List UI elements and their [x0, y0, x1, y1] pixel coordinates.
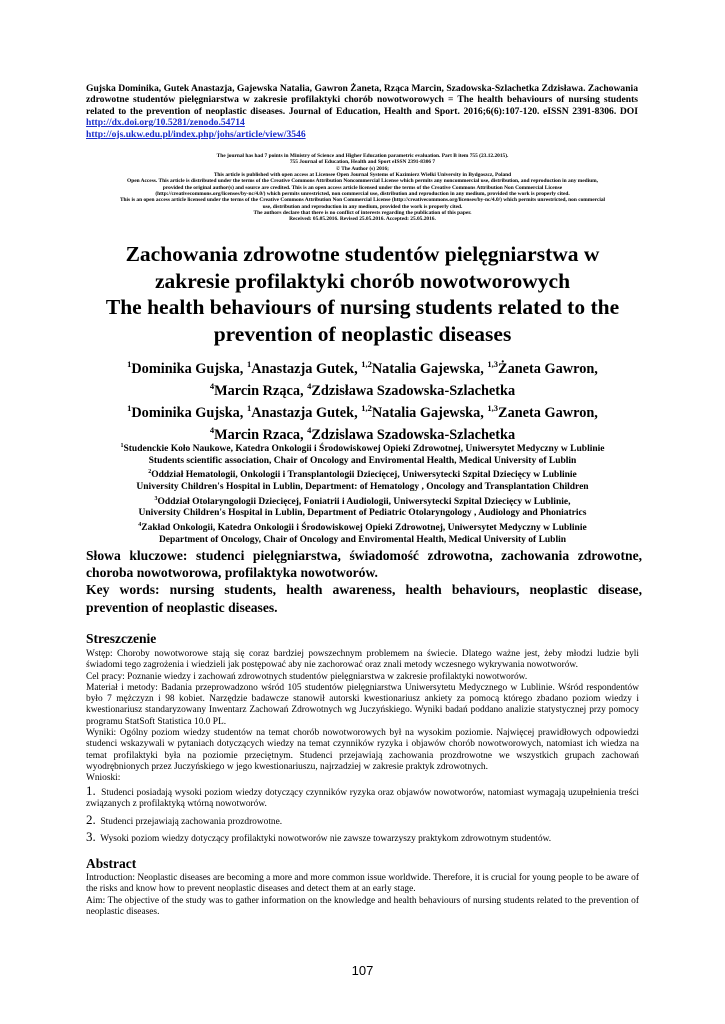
journal-header-line: This article is published with open access at Licensee Open Journal Systems of Kazimierz Wielki University in Bydgoszcz, Poland: [213, 172, 512, 179]
streszczenie-wnioski-label: Wnioski:: [86, 773, 121, 784]
doi-link[interactable]: http://dx.doi.org/10.5281/zenodo.54714: [86, 117, 245, 129]
journal-header-line: Received: 05.05.2016. Revised 25.05.2016. Accepted: 25.05.2016.: [289, 216, 436, 223]
author-name: Zdzislawa Szadowska-Szlachetka: [311, 426, 516, 443]
title-en-line-2: prevention of neoplastic diseases: [213, 321, 512, 346]
author-name: Dominika Gujska,: [131, 360, 247, 377]
author-name: Natalia Gajewska,: [371, 360, 488, 377]
abstract-aim: Aim: The objective of the study was to gather information on the knowledge and health behaviours of nursing students related to the prevention of neoplastic diseases.: [86, 895, 639, 917]
author-name: Zaneta Gawron,: [498, 404, 598, 421]
journal-header-line: The journal has had 7 points in Ministry of Science and Higher Education parametric evaluation. Part B item 755 (23.12.2015).: [216, 153, 509, 159]
author-name: Żaneta Gawron,: [498, 360, 598, 377]
journal-header-line: use, distribution and reproduction in any medium, provided the work is properly cited.: [262, 203, 463, 210]
authors-pl-line-1: $^1$Dominika Gujska, $^1$Anastazja Gutek, $^{1,2}$Natalia Gajewska, $^{1,3}$Żaneta Gawron,: [127, 359, 598, 377]
title-pl-line-1: Zachowania zdrowotne studentów pielęgniarstwa w: [125, 242, 600, 266]
affiliation-line: $^4$Zakład Onkologii, Katedra Onkologii i Środowiskowej Opieki Zdrowotnej, Uniwersytet Medyczny w Lublinie: [138, 522, 587, 534]
conclusion-item: 2. Studenci przejawiają zachowania prozdrowotne.: [86, 811, 283, 827]
keywords-pl: Słowa kluczowe: studenci pielęgniarstwa, świadomość zdrowotna, zachowania zdrowotne, choroba nowotworowa, profilaktyka nowotworów.: [86, 548, 642, 581]
affiliation-line: Students scientific association, Chair of Oncology and Enviromental Health, Medical University of Lublin: [148, 455, 577, 466]
author-name: Natalia Gajewska,: [371, 404, 488, 421]
authors-block: [70, 356, 655, 444]
journal-header-line: 755 Journal of Education, Health and Sport eISSN 2391-8306 7: [289, 159, 436, 166]
citation-block: [86, 83, 638, 140]
journal-header-line: (http://creativecommons.org/licenses/by-nc/4.0/) which permits unrestricted, non commercial use, distribution and reproduction in any medium, provided the work is properly cited.: [155, 191, 570, 198]
journal-header-line: © The Author (s) 2016;: [336, 165, 389, 172]
journal-header-line: Open Access. This article is distributed under the terms of the Creative Commons Attribution Noncommercial License which permits any noncommercial use, distribution, and reproduction in any medium,: [127, 178, 598, 185]
title-en-line-1: The health behaviours of nursing students related to the: [105, 295, 620, 319]
author-name: Marcin Rzaca,: [214, 426, 308, 443]
author-name: Zdzisława Szadowska-Szlachetka: [311, 382, 516, 399]
conclusions-list: [86, 785, 639, 845]
streszczenie-body: [86, 649, 639, 785]
author-name: Anastazja Gutek,: [251, 360, 362, 377]
conclusion-item: 1. Studenci posiadają wysoki poziom wiedzy dotyczący czynników ryzyka oraz objawów nowotworów, natomiast wymagają uzupełnienia treści związanych z profilaktyką wtórną nowotworów.: [86, 783, 640, 810]
authors-en-line-2: $^4$Marcin Rzaca, $^4$Zdzislawa Szadowska-Szlachetka: [209, 425, 516, 443]
streszczenie-heading: Streszczenie: [86, 631, 157, 646]
journal-header: [55, 153, 670, 223]
page-number: 107: [351, 963, 374, 978]
author-name: Anastazja Gutek,: [251, 404, 362, 421]
affiliation-line: University Children's Hospital in Lublin, Department of Pediatric Otolaryngology , Audiology and Phoniatrics: [138, 508, 587, 519]
affiliation-line: $^2$Oddział Hematologii, Onkologii i Transplantologii Dziecięcej, Uniwersytecki Szpital Dziecięcy w Lublinie: [148, 469, 577, 481]
affiliation-line: $^3$Oddział Otolaryngologii Dziecięcej, Foniatrii i Audiologii, Uniwersytecki Szpital Dziecięcy w Lublinie,: [154, 495, 571, 507]
journal-header-line: The authors declare that there is no conflict of interests regarding the publication of this paper.: [253, 210, 472, 217]
streszczenie-wstep: Wstęp: Choroby nowotworowe stają się coraz bardziej powszechnym problemem na świecie. Dlatego ważne jest, żeby młodzi ludzie byli świadomi tego zagrożenia i wiedzieli jak postępować aby nie zachorować oraz znali metody wczesnego wykrywania nowotworów.: [86, 649, 639, 671]
paper-title: [60, 241, 665, 347]
affiliation-line: Department of Oncology, Chair of Oncology and Enviromental Health, Medical University of Lublin: [158, 534, 567, 545]
keywords-en: Key words: nursing students, health awareness, health behaviours, neoplastic disease, prevention of neoplastic diseases.: [86, 582, 642, 615]
streszczenie-material: Materiał i metody: Badania przeprowadzono wśród 105 studentów pielęgniarstwa Uniwersytetu Medycznego w Lublinie. Wśród respondentów było 7 mężczyzn i 98 kobiet. Narzędzie badawcze stanowił autorski kwestionariusz ankiety za pomocą którego zbadano poziom wiedzy i kwestionariusz standaryzowany Inwentarz Zachowań Zdrowotnych wg Juczyńskiego. Wyniki badań poddano analizie statystycznej przy pomocy programu StatSoft Statistica 10.0 PL.: [86, 682, 639, 727]
keywords-block: [86, 547, 642, 616]
authors-pl-line-2: $^4$Marcin Rząca, $^4$Zdzisława Szadowska-Szlachetka: [209, 381, 516, 399]
affiliation-line: $^1$Studenckie Koło Naukowe, Katedra Onkologii i Środowiskowej Opieki Zdrowotnej, Uniwersytet Medyczny w Lublinie: [120, 443, 605, 455]
streszczenie-wyniki: Wyniki: Ogólny poziom wiedzy studentów na temat chorób nowotworowych był na wysokim poziomie. Najwięcej prawidłowych odpowiedzi studenci wskazywali w pytaniach dotyczących wiedzy na temat czynników ryzyka i objawów chorób nowotworowych, natomiast ich wiedza na temat profilaktyki była na poziomie przeciętnym. Studenci przejawiają zachowania prozdrowotne we wszystkich grupach zachowań wyodrębnionych przez Juczyńskiego w jego kwestionariuszu, najrzadziej w zakresie praktyk zdrowotnych.: [86, 728, 639, 772]
journal-header-line: provided the original author(s) and source are credited. This is an open access article licensed under the terms of the Creative Commons Attribution Non Commercial License: [162, 184, 563, 191]
streszczenie-cel: Cel pracy: Poznanie wiedzy i zachowań zdrowotnych studentów pielęgniarstwa w zakresie profilaktyki nowotworów.: [86, 671, 528, 682]
author-name: Dominika Gujska,: [131, 404, 247, 421]
affiliation-line: University Children's Hospital in Lublin, Department: of Hematology , Oncology and Transplantation Children: [136, 482, 589, 493]
ojs-link[interactable]: http://ojs.ukw.edu.pl/index.php/johs/article/view/3546: [86, 128, 306, 140]
conclusion-item: 3. Wysoki poziom wiedzy dotyczący profilaktyki nowotworów nie zawsze towarzyszy praktykom zdrowotnym studentów.: [86, 828, 552, 844]
abstract-body: [86, 873, 639, 918]
affiliations-block: [70, 441, 655, 546]
citation-text: Gujska Dominika, Gutek Anastazja, Gajewska Natalia, Gawron Żaneta, Rząca Marcin, Szadowska-Szlachetka Zdzisława. Zachowania zdrowotne studentów pielęgniarstwa w zakresie profilaktyki chorób nowotworowych = The health behaviours of nursing students related to the prevention of neoplastic diseases. Journal of Education, Health and Sport. 2016;6(6):107-120. eISSN 2391-8306. DOI: [86, 83, 638, 117]
abstract-heading: Abstract: [86, 856, 137, 871]
title-pl-line-2: zakresie profilaktyki chorób nowotworowych: [154, 268, 571, 293]
journal-header-line: This is an open access article licensed under the terms of the Creative Commons Attribution Non Commercial License (http://creativecommons.org/licenses/by-nc/4.0/) which permits unrestricted, non commercial: [119, 197, 606, 204]
author-name: Marcin Rząca,: [214, 382, 308, 399]
abstract-introduction: Introduction: Neoplastic diseases are becoming a more and more common issue worldwide. Therefore, it is crucial for young people to be aware of the risks and know how to prevent neoplastic diseases and detect them at an early stage.: [86, 873, 639, 895]
authors-en-line-1: $^1$Dominika Gujska, $^1$Anastazja Gutek, $^{1,2}$Natalia Gajewska, $^{1,3}$Zaneta Gawron,: [127, 403, 598, 421]
